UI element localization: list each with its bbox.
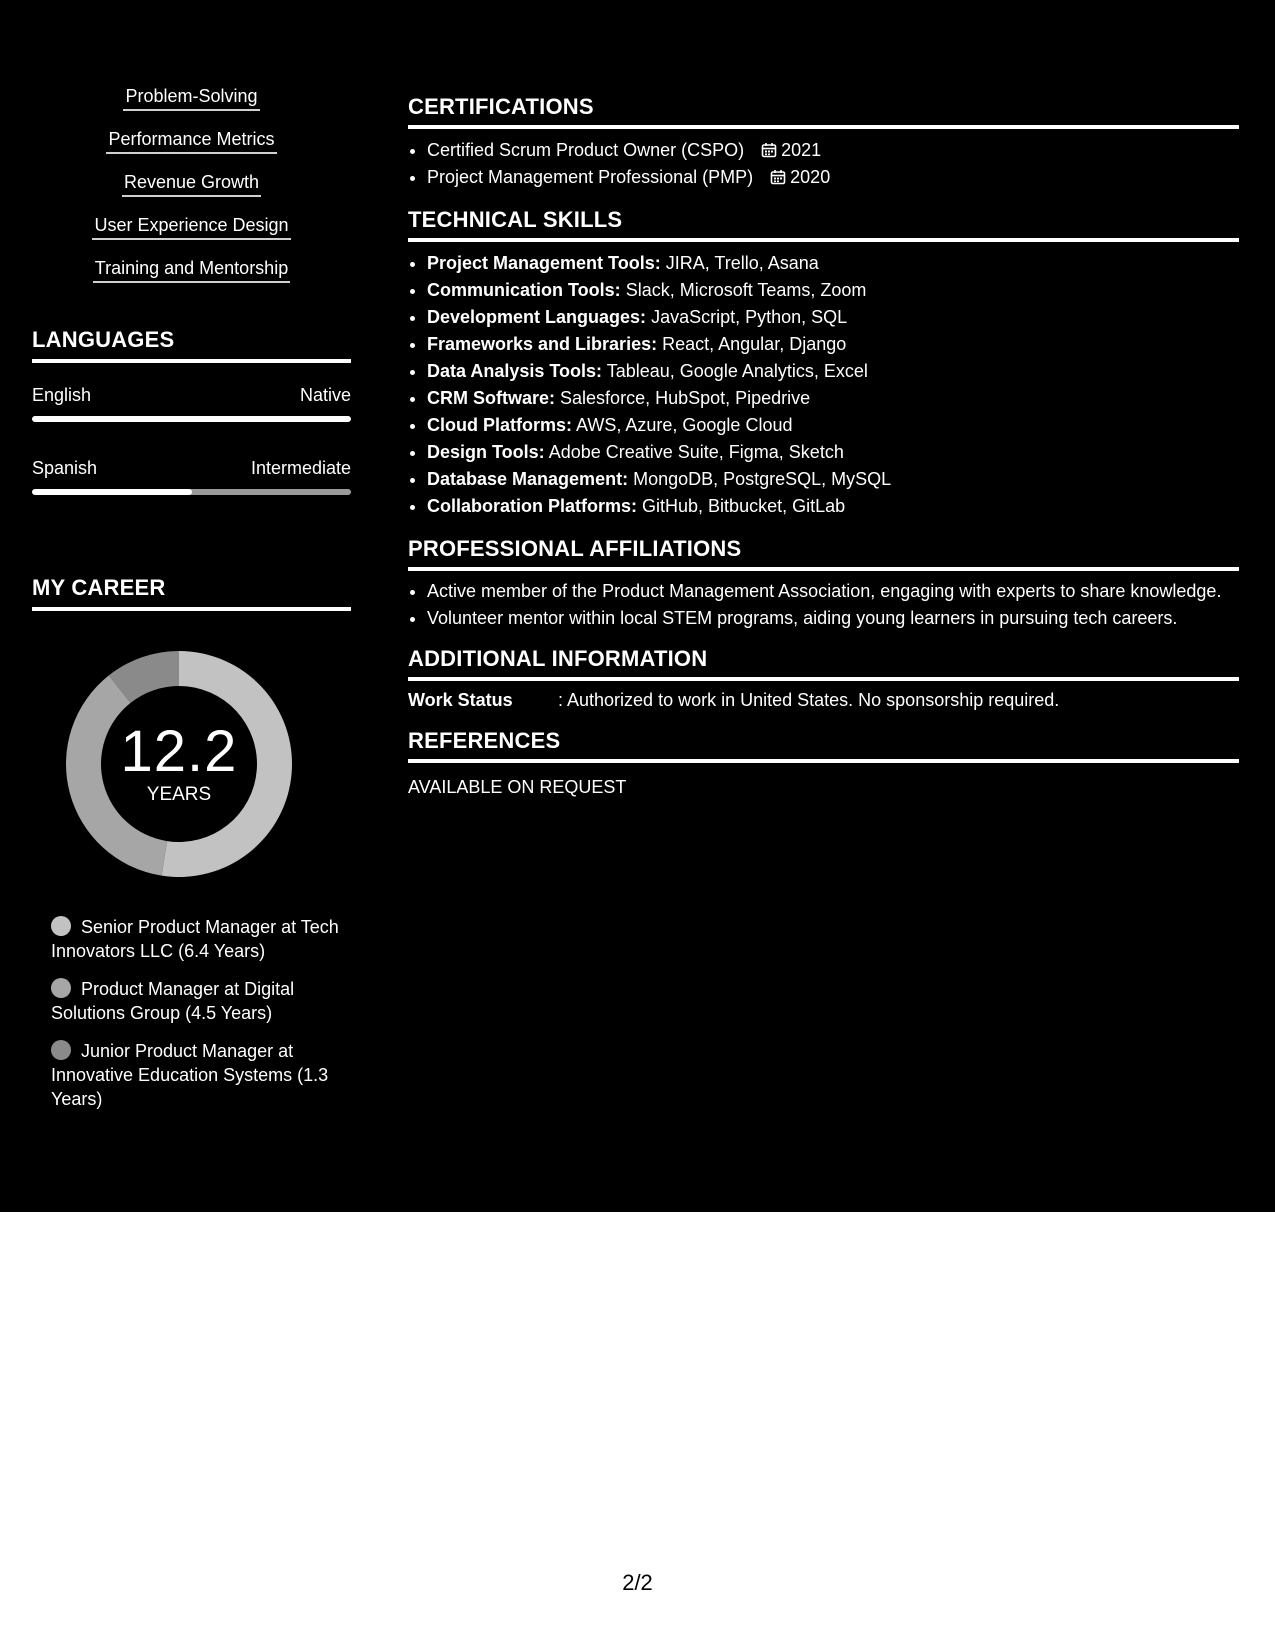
legend-dot — [51, 1040, 71, 1060]
legend-label: Junior Product Manager at Innovative Education Systems (1.3 Years) — [51, 1041, 329, 1109]
career-donut-chart — [64, 649, 294, 879]
languages-heading: LANGUAGES — [32, 327, 351, 363]
language-spanish — [32, 456, 351, 495]
additional-info-heading: ADDITIONAL INFORMATION — [408, 646, 1239, 681]
language-name: English — [32, 385, 92, 405]
right-column — [408, 94, 1239, 814]
technical-skill-label: Development Languages: — [427, 307, 647, 327]
technical-skill-value: Slack, Microsoft Teams, Zoom — [625, 280, 867, 300]
work-status-row — [408, 688, 1239, 712]
technical-skill-value: Tableau, Google Analytics, Excel — [606, 361, 868, 381]
technical-skills-list — [408, 250, 1239, 520]
certification-year: 2020 — [790, 167, 831, 187]
language-level: Native — [299, 385, 351, 405]
affiliation-item: • Active member of the Product Management Association, engaging with experts to share knowledge. — [427, 579, 1239, 603]
technical-skill-label: Design Tools: — [427, 442, 545, 462]
technical-skill-label: Project Management Tools: — [427, 253, 661, 273]
technical-skill-value: JavaScript, Python, SQL — [651, 307, 848, 327]
certification-item — [427, 164, 1239, 191]
language-bar-fill — [32, 489, 192, 495]
language-english — [32, 383, 351, 422]
certifications-heading: CERTIFICATIONS — [408, 94, 1239, 129]
technical-skill-item — [427, 277, 1239, 304]
legend-item — [51, 915, 351, 963]
technical-skill-label: Communication Tools: — [427, 280, 621, 300]
skill-item — [32, 256, 351, 283]
certification-name: Project Management Professional (PMP) — [427, 167, 754, 187]
references-heading: REFERENCES — [408, 728, 1239, 763]
additional-info-section — [408, 646, 1239, 712]
technical-skill-item — [427, 250, 1239, 277]
left-column — [32, 84, 351, 1125]
calendar-icon — [761, 142, 777, 158]
career-heading: MY CAREER — [32, 575, 351, 611]
technical-skill-value: JIRA, Trello, Asana — [665, 253, 819, 273]
technical-skill-label: Collaboration Platforms: — [427, 496, 638, 516]
legend-label: Senior Product Manager at Tech Innovators LLC (6.4 Years) — [51, 917, 339, 961]
skills-list — [32, 84, 351, 283]
donut-center — [64, 649, 294, 879]
affiliations-list — [408, 579, 1239, 630]
work-status-value: : Authorized to work in United States. No sponsorship required. — [558, 690, 1060, 710]
language-bar-fill — [32, 416, 351, 422]
calendar-icon — [770, 169, 786, 185]
technical-skill-label: Frameworks and Libraries: — [427, 334, 658, 354]
language-level: Intermediate — [250, 458, 351, 478]
skill-label: Problem-Solving — [123, 84, 259, 111]
legend-label: Product Manager at Digital Solutions Group (4.5 Years) — [51, 979, 295, 1023]
technical-skill-item — [427, 493, 1239, 520]
legend-item — [51, 977, 351, 1025]
legend-dot — [51, 978, 71, 998]
technical-skill-item — [427, 385, 1239, 412]
skill-item — [32, 127, 351, 154]
affiliations-heading: PROFESSIONAL AFFILIATIONS — [408, 536, 1239, 571]
skill-item — [32, 84, 351, 111]
technical-skill-value: Adobe Creative Suite, Figma, Sketch — [548, 442, 844, 462]
certifications-section — [408, 94, 1239, 191]
certification-year: 2021 — [781, 140, 822, 160]
affiliations-section — [408, 536, 1239, 630]
skill-label: Training and Mentorship — [93, 256, 290, 283]
technical-skill-item — [427, 466, 1239, 493]
skill-item — [32, 213, 351, 240]
certification-name: Certified Scrum Product Owner (CSPO) — [427, 140, 745, 160]
skill-label: Revenue Growth — [122, 170, 261, 197]
certification-date — [761, 140, 821, 160]
technical-skill-label: Data Analysis Tools: — [427, 361, 603, 381]
page-number: 2/2 — [622, 1570, 653, 1595]
legend-dot — [51, 916, 71, 936]
technical-skill-value: React, Angular, Django — [662, 334, 847, 354]
certification-item — [427, 137, 1239, 164]
technical-skill-item — [427, 412, 1239, 439]
technical-skill-value: GitHub, Bitbucket, GitLab — [642, 496, 846, 516]
career-total-years: 12.2 — [120, 719, 238, 784]
technical-skill-value: Salesforce, HubSpot, Pipedrive — [560, 388, 811, 408]
work-status-label: Work Status — [408, 690, 513, 710]
technical-skill-item — [427, 304, 1239, 331]
language-name: Spanish — [32, 458, 98, 478]
technical-skill-item — [427, 331, 1239, 358]
technical-skill-label: Database Management: — [427, 469, 629, 489]
technical-skills-section — [408, 207, 1239, 520]
skill-item — [32, 170, 351, 197]
skill-label: User Experience Design — [92, 213, 290, 240]
career-total-unit: YEARS — [146, 784, 212, 805]
technical-skill-item — [427, 439, 1239, 466]
technical-skill-label: CRM Software: — [427, 388, 556, 408]
skill-label: Performance Metrics — [106, 127, 276, 154]
technical-skill-label: Cloud Platforms: — [427, 415, 573, 435]
references-text: AVAILABLE ON REQUEST — [408, 777, 627, 797]
career-legend — [51, 915, 351, 1111]
technical-skills-heading: TECHNICAL SKILLS — [408, 207, 1239, 242]
technical-skill-item — [427, 358, 1239, 385]
language-bar — [32, 416, 351, 422]
technical-skill-value: MongoDB, PostgreSQL, MySQL — [633, 469, 892, 489]
technical-skill-value: AWS, Azure, Google Cloud — [576, 415, 793, 435]
affiliation-item: • Volunteer mentor within local STEM programs, aiding young learners in pursuing tech careers. — [427, 606, 1239, 630]
legend-item — [51, 1039, 351, 1111]
certifications-list — [408, 137, 1239, 191]
certification-date — [770, 167, 830, 187]
language-bar — [32, 489, 351, 495]
references-section — [408, 728, 1239, 798]
